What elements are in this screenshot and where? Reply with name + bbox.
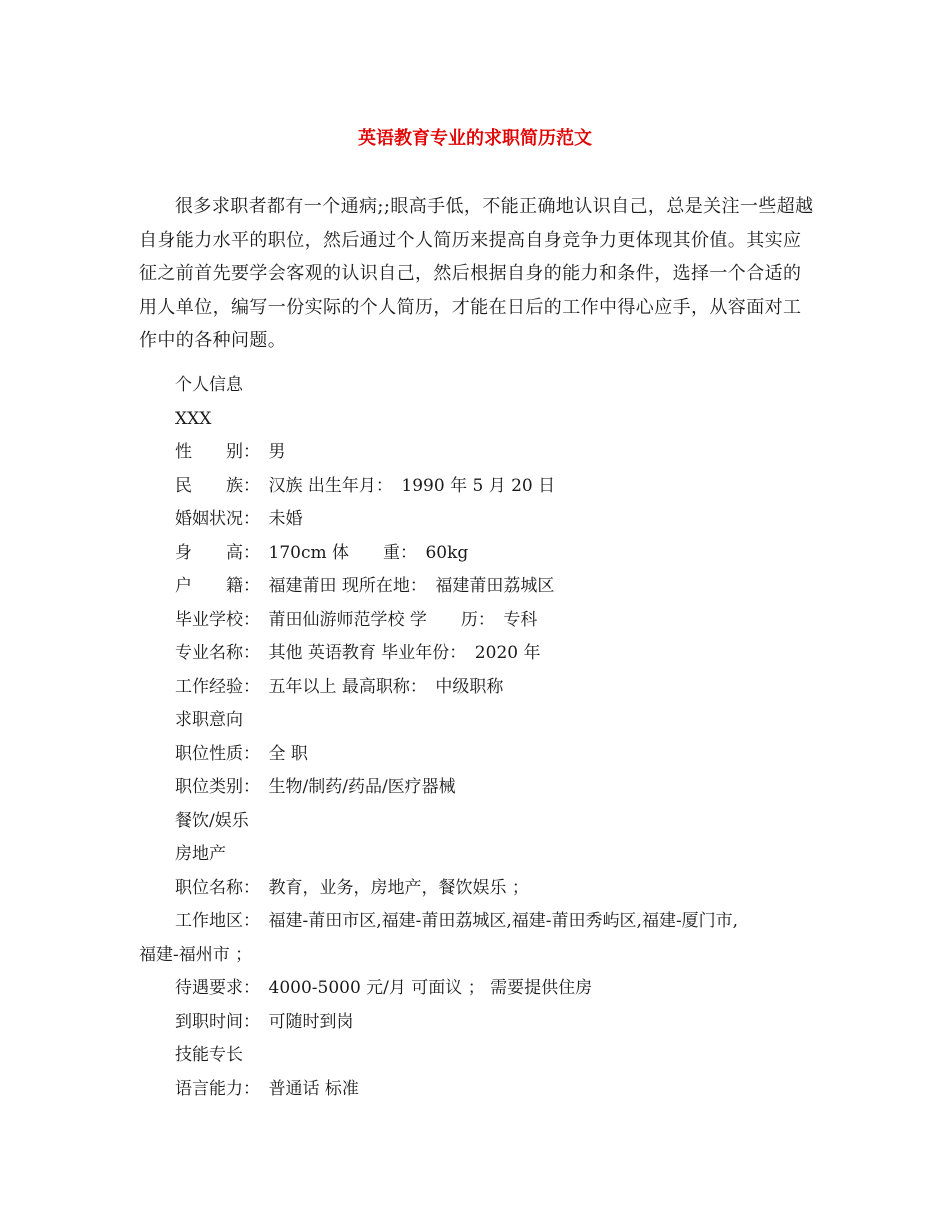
intro-paragraph: 很多求职者都有一个通病;;眼高手低，不能正确地认识自己，总是关注一些超越自身能力水平的职位，然后通过个人简历来提高自身竞争力更体现其价值。其实应征之前首先要学会客观的认识自己，然后根据自身的能力和条件，选择一个合适的用人单位，编写一份实际的个人简历，才能在日后的工作中得心应手，从容面对工作中的各种问题。 [139, 196, 814, 351]
line-job-category-3: 房地产 [175, 844, 226, 864]
line-work-area-cont: 福建-福州市 ； [139, 944, 253, 965]
line-ethnicity-birth: 民 族： 汉族 出生年月： 1990 年 5 月 20 日 [175, 475, 556, 496]
document-title: 英语教育专业的求职简历范文 [358, 128, 592, 149]
line-school-degree: 毕业学校： 莆田仙游师范学校 学 历： 专科 [175, 609, 538, 630]
line-height-weight: 身 高： 170cm 体 重： 60kg [175, 542, 469, 563]
line-start-time: 到职时间： 可随时到岗 [175, 1011, 354, 1032]
section-job-intention: 求职意向 [175, 710, 243, 730]
section-skills: 技能专长 [175, 1045, 243, 1065]
line-salary: 待遇要求： 4000-5000 元/月 可面议 ； 需要提供住房 [175, 978, 593, 998]
line-job-type: 职位性质： 全 职 [175, 743, 308, 764]
line-work-area: 工作地区： 福建-莆田市区,福建-莆田荔城区,福建-莆田秀屿区,福建-厦门市, [175, 911, 739, 931]
line-experience-title: 工作经验： 五年以上 最高职称： 中级职称 [175, 676, 504, 697]
line-hometown-location: 户 籍： 福建莆田 现所在地： 福建莆田荔城区 [175, 576, 555, 596]
line-gender: 性 别： 男 [175, 442, 286, 462]
line-language: 语言能力： 普通话 标准 [175, 1078, 359, 1099]
line-job-category-2: 餐饮/娱乐 [175, 810, 249, 831]
line-job-title: 职位名称： 教育，业务，房地产，餐饮娱乐 ； [175, 877, 529, 898]
line-marital: 婚姻状况： 未婚 [175, 509, 303, 529]
section-personal-info: 个人信息 [175, 375, 243, 395]
line-major-year: 专业名称： 其他 英语教育 毕业年份： 2020 年 [175, 643, 541, 663]
line-job-category: 职位类别： 生物/制药/药品/医疗器械 [175, 777, 456, 797]
line-name: XXX [175, 408, 212, 429]
